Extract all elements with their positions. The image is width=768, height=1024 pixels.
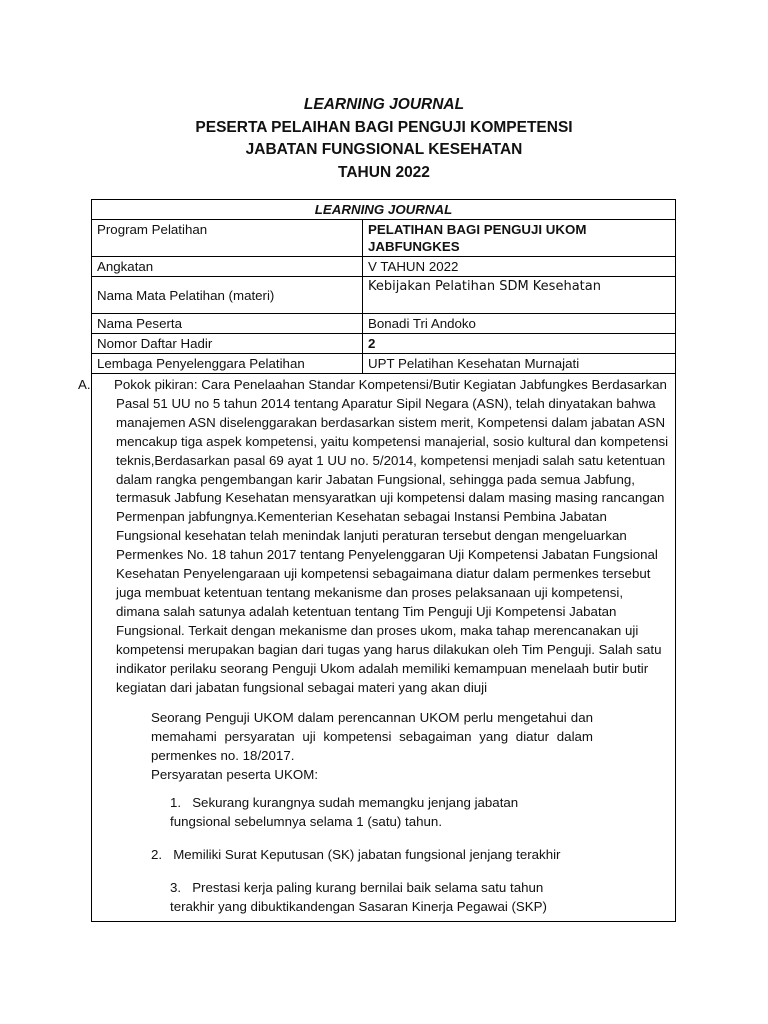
list-item-number: 3. bbox=[170, 879, 182, 895]
row-value-angkatan: V TAHUN 2022 bbox=[363, 257, 676, 277]
table-row bbox=[92, 220, 676, 257]
list-item-text: Prestasi kerja paling kurang bernilai baik selama satu tahun terakhir yang dibuktikandengan Sasaran Kinerja Pegawai (SKP) bbox=[170, 879, 547, 914]
list-item bbox=[151, 794, 570, 832]
title-learning-journal: LEARNING JOURNAL bbox=[303, 96, 465, 113]
row-label-angkatan: Angkatan bbox=[92, 257, 363, 277]
section-marker: A. bbox=[78, 377, 91, 392]
table-header: LEARNING JOURNAL bbox=[92, 200, 676, 220]
pokok-pikiran-text: Pokok pikiran: Cara Penelaahan Standar Kompetensi/Butir Kegiatan Jabfungkes Berdasarkan Pasal 51 UU no 5 tahun 2014 tentang Aparatur Sipil Negara (ASN), telah dinyatakan bahwa manajemen ASN diselenggarakan berdasarkan sistem merit, Kompetensi dalam jabatan ASN mencakup tiga aspek kompetensi, yaitu kompetensi manajerial, sosio kultural dan kompetensi teknis,Berdasarkan pasal 69 ayat 1 UU no. 5/2014, kompetensi menjadi salah satu ketentuan dalam rangka pengembangan karir Jabatan Fungsional, sehingga pada semua Jabfung, termasuk Jabfung Kesehatan mensyaratkan uji kompetensi dalam masing masing rancangan Permenpan jabfungnya.Kementerian Kesehatan sebagai Instansi Pembina Jabatan Fungsional kesehatan telah menindak lanjuti peraturan tersebut dengan mengeluarkan Permenkes No. 18 tahun 2017 tentang Penyelenggaran Uji Kompetensi Jabatan Fungsional Kesehatan Penyelengaraan uji kompetensi sebagaimana diatur dalam permenkes tersebut juga membuat ketentuan tentang mekanisme dan proses pelaksanaan uji kompetensi, dimana salah satunya adalah ketentuan tentang Tim Penguji Uji Kompetensi Jabatan Fungsional. Terkait dengan mekanisme dan proses ukom, maka tahap merencanakan uji kompetensi merupakan bagian dari tugas yang harus dilakukan oleh Tim Penguji. Salah satu indikator perilaku seorang Penguji Ukom adalah memiliki kemampuan menelaah butir butir kegiatan dari jabatan fungsional sebagai materi yang akan diuji bbox=[114, 377, 669, 695]
row-value-nomor-hadir: 2 bbox=[363, 334, 676, 354]
title-jabatan: JABATAN FUNGSIONAL KESEHATAN bbox=[245, 141, 523, 158]
title-peserta: PESERTA PELAIHAN BAGI PENGUJI KOMPETENSI bbox=[195, 118, 573, 136]
pokok-pikiran-paragraph bbox=[78, 376, 670, 697]
document-title-block bbox=[0, 94, 768, 184]
list-item-text: Sekurang kurangnya sudah memangku jenjang jabatan fungsional sebelumnya selama 1 (satu) tahun. bbox=[170, 795, 519, 829]
journal-table bbox=[78, 199, 676, 922]
table-row-body bbox=[92, 374, 676, 922]
title-tahun: TAHUN 2022 bbox=[338, 163, 430, 181]
row-value-mata-pelatihan: Kebijakan Pelatihan SDM Kesehatan bbox=[363, 277, 676, 314]
list-item-number: 2. bbox=[151, 846, 163, 862]
table-row bbox=[92, 334, 676, 354]
row-label-program: Program Pelatihan bbox=[92, 220, 363, 257]
row-label-nama-peserta: Nama Peserta bbox=[92, 314, 363, 334]
list-item-text: Memiliki Surat Keputusan (SK) jabatan fungsional jenjang terakhir bbox=[173, 846, 561, 862]
row-value-nama-peserta: Bonadi Tri Andoko bbox=[363, 314, 676, 334]
journal-body-cell bbox=[78, 374, 676, 922]
row-value-program: PELATIHAN BAGI PENGUJI UKOM JABFUNGKES bbox=[363, 220, 676, 257]
persyaratan-list bbox=[151, 794, 670, 917]
list-item-number: 1. bbox=[170, 795, 182, 811]
table-header-row bbox=[92, 200, 676, 220]
ukom-paragraph bbox=[151, 709, 593, 785]
table-row bbox=[92, 277, 676, 314]
row-label-nomor-hadir: Nomor Daftar Hadir bbox=[92, 334, 363, 354]
table-row bbox=[92, 354, 676, 374]
table-row bbox=[92, 257, 676, 277]
ukom-text: Seorang Penguji UKOM dalam perencannan UKOM perlu mengetahui dan memahami persyaratan uji kompetensi sebagaiman yang diatur dalam permenkes no. 18/2017. bbox=[151, 710, 593, 764]
row-label-lembaga: Lembaga Penyelenggara Pelatihan bbox=[92, 354, 363, 374]
persyaratan-heading: Persyaratan peserta UKOM: bbox=[151, 767, 319, 783]
row-value-lembaga: UPT Pelatihan Kesehatan Murnajati bbox=[363, 354, 676, 374]
list-item bbox=[151, 879, 590, 917]
row-label-mata-pelatihan: Nama Mata Pelatihan (materi) bbox=[92, 277, 363, 314]
table-row bbox=[92, 314, 676, 334]
list-item bbox=[151, 846, 670, 865]
